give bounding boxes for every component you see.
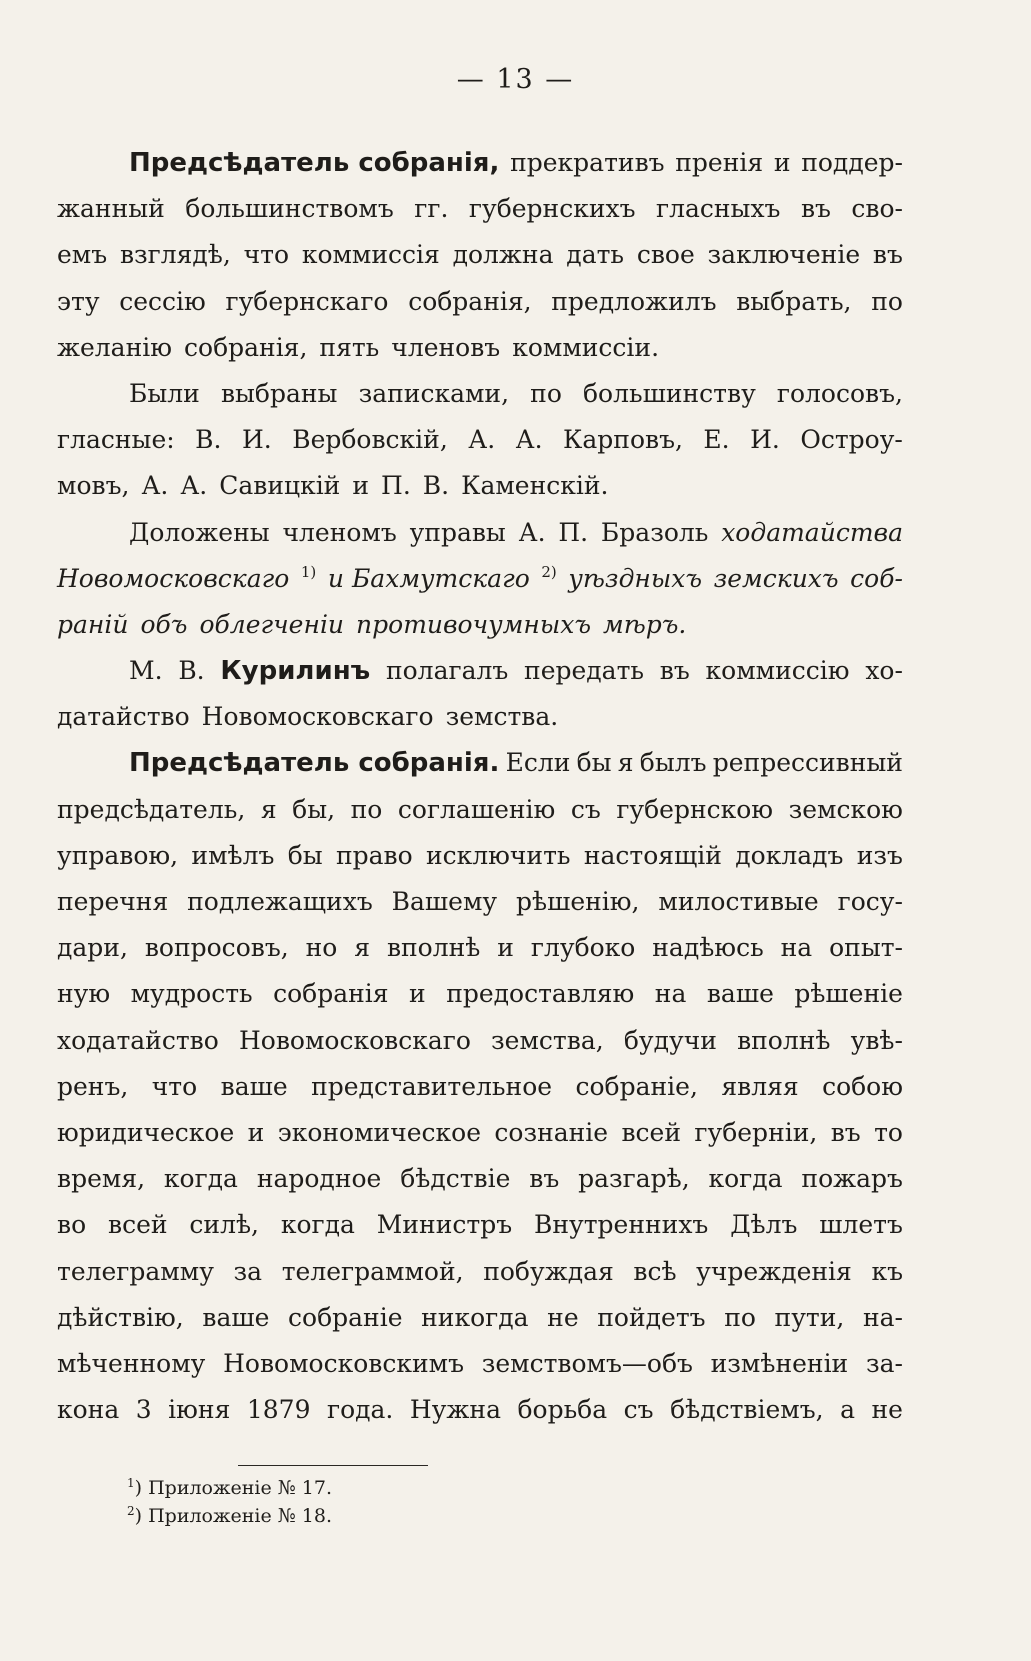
word: Новомосковскимъ [223, 1348, 464, 1378]
word: должна [452, 240, 554, 270]
text-line [57, 463, 903, 509]
word: по [350, 794, 383, 824]
word: когда [708, 1164, 783, 1194]
text-line [57, 556, 903, 602]
word: измѣненіи [710, 1348, 849, 1378]
text-line [57, 1018, 903, 1064]
text-line [57, 602, 903, 648]
word: 1879 [246, 1395, 311, 1425]
word: вполнѣ [386, 933, 481, 963]
word: собою [822, 1071, 903, 1101]
word: года. [326, 1395, 394, 1425]
word: по [530, 378, 562, 408]
word: губернскихъ [468, 194, 636, 224]
word: предсѣдатель, [57, 794, 246, 824]
word: В. [178, 656, 205, 686]
word: имѣлъ [191, 840, 275, 870]
word: къ [871, 1256, 903, 1286]
word: вопросовъ, [144, 933, 289, 963]
word: бѣдствіемъ, [670, 1395, 824, 1425]
word: настоящій [583, 840, 722, 870]
word: земскихъ [713, 563, 839, 593]
word: былъ [639, 748, 707, 778]
word: право [335, 840, 413, 870]
word: гласныхъ [656, 194, 781, 224]
word: полагалъ [385, 656, 509, 686]
word: бы, [292, 794, 336, 824]
word: во [57, 1210, 87, 1240]
word: и [773, 148, 791, 177]
footnote-text: ) Приложеніе № 17. [134, 1477, 332, 1499]
word: свое [636, 240, 695, 270]
word: собраніе, [575, 1071, 698, 1101]
word: Карповъ, [563, 425, 683, 455]
word: будучи [623, 1025, 717, 1055]
word: членовъ [391, 332, 501, 362]
word: ходатайство [57, 1025, 219, 1055]
word: пожаръ [801, 1164, 903, 1194]
word: дѣйствію, [57, 1302, 184, 1332]
text-line [57, 325, 903, 371]
word: коммиссіи. [512, 332, 660, 362]
text-line [57, 833, 903, 879]
word: и [247, 1117, 265, 1147]
word: ваше [706, 979, 774, 1009]
word: земствомъ—объ [481, 1348, 693, 1378]
word: ную [57, 979, 111, 1009]
word: никогда [421, 1302, 529, 1332]
footnote [127, 1474, 332, 1502]
word: глубоко [530, 933, 636, 963]
word: собранія, [184, 332, 308, 362]
word: Доложены [129, 517, 270, 547]
word: М. [129, 656, 163, 686]
word: кона [57, 1395, 120, 1425]
word: пять [319, 332, 380, 362]
word: что [243, 240, 290, 270]
word: А. [141, 471, 169, 501]
word: телеграмму [57, 1256, 214, 1286]
word: силѣ, [189, 1210, 259, 1240]
word: разгарѣ, [578, 1164, 690, 1194]
word: Бразоль [600, 517, 709, 547]
word: Нужна [409, 1395, 501, 1425]
word: И. [750, 425, 780, 455]
word: членомъ [282, 517, 397, 547]
text-line [57, 648, 903, 694]
word: народное [256, 1164, 382, 1194]
word: В. [422, 471, 450, 501]
word: вполнѣ [737, 1025, 831, 1055]
word: предоставляю [446, 979, 635, 1009]
word: А. [468, 425, 496, 455]
word: емъ [57, 240, 108, 270]
word: когда [280, 1210, 355, 1240]
word: гласные: [57, 425, 175, 455]
footnote [127, 1502, 332, 1530]
text-line [57, 232, 903, 278]
word: предложилъ [551, 286, 717, 316]
word: желанію [57, 332, 173, 362]
word: опыт- [829, 933, 903, 963]
text-line [57, 787, 903, 833]
word: сессію [119, 286, 206, 316]
word: Дѣлъ [730, 1210, 798, 1240]
text-line [57, 1110, 903, 1156]
word: въ [830, 1117, 861, 1147]
word: коммиссія [301, 240, 440, 270]
speaker-name: Предсѣдатель собранія, [129, 148, 500, 178]
word: мовъ, [57, 471, 130, 501]
word: земства, [491, 1025, 604, 1055]
word: Вербовскій, [292, 425, 448, 455]
word: А. [515, 425, 543, 455]
word: объ [140, 609, 188, 639]
word: Новомосковскаго [57, 563, 290, 593]
word: Каменскій. [461, 471, 609, 501]
word: госу- [837, 887, 903, 916]
word: шлетъ [819, 1210, 903, 1240]
word: докладъ [735, 840, 844, 870]
footnote-ref [301, 556, 316, 602]
word: записками, [358, 378, 510, 408]
word: Вашему [391, 887, 498, 916]
footnote-ref-number: 2) [541, 562, 557, 581]
word: ренъ, [57, 1071, 129, 1101]
word: рѣшеніе [794, 979, 903, 1009]
word: облегченіи [199, 609, 345, 639]
word: поддер- [801, 148, 903, 177]
text-line [57, 1202, 903, 1248]
word: мѣръ. [602, 609, 687, 639]
word: на- [862, 1302, 903, 1332]
word: всей [108, 1210, 168, 1240]
word: я [354, 933, 371, 963]
word: я [260, 794, 277, 824]
word: Министръ [376, 1210, 513, 1240]
word: я [617, 748, 634, 778]
word: и [409, 979, 426, 1009]
word: и [497, 933, 514, 963]
word: Е. [703, 425, 730, 455]
word: милостивые [658, 887, 819, 916]
word: за- [865, 1348, 903, 1378]
word: мудрость [130, 979, 253, 1009]
word: являя [721, 1071, 799, 1101]
word: по [724, 1302, 756, 1332]
word: губернскою [616, 794, 774, 824]
word: всѣ [633, 1256, 677, 1286]
word: за [233, 1256, 263, 1286]
word: но [305, 933, 338, 963]
word: хо- [865, 656, 903, 686]
word: борьба [517, 1395, 608, 1425]
word: Савицкій [219, 471, 341, 501]
word: на [654, 979, 687, 1009]
word: собранія [273, 979, 389, 1009]
word: экономическое [277, 1117, 482, 1147]
word: не [871, 1395, 903, 1425]
word: съ [570, 794, 601, 824]
text-line [57, 694, 903, 740]
word: большинствомъ [185, 194, 394, 224]
text-line [57, 971, 903, 1017]
word: дать [566, 240, 625, 270]
word: 3 [135, 1395, 152, 1425]
word: всей [621, 1117, 682, 1147]
word: а [840, 1395, 855, 1425]
word: заключеніе [707, 240, 861, 270]
word: гг. [414, 194, 449, 224]
word: когда [163, 1164, 238, 1194]
text-line [57, 140, 903, 186]
text-line [57, 1064, 903, 1110]
word: сво- [851, 194, 903, 224]
word: пренія [675, 148, 764, 177]
text-line [57, 925, 903, 971]
footnotes [127, 1474, 332, 1530]
word: раній [57, 609, 129, 639]
word: большинству [583, 378, 756, 408]
text-line [57, 186, 903, 232]
word: В. [195, 425, 222, 455]
word: выбраны [220, 378, 338, 408]
footnote-divider [238, 1465, 428, 1466]
word: управою, [57, 840, 179, 870]
word: въ [659, 656, 690, 686]
word: Новомосковскаго [201, 702, 434, 732]
text-line [57, 1387, 903, 1433]
word: на [780, 933, 813, 963]
word: Новомосковскаго [238, 1025, 471, 1055]
word: выбрать, [736, 286, 852, 316]
word: въ [529, 1164, 560, 1194]
text-line [57, 510, 903, 556]
footnote-number: 2 [127, 1504, 135, 1518]
word: и [352, 471, 370, 501]
word: бѣдствіе [400, 1164, 511, 1194]
word: побуждая [483, 1256, 614, 1286]
word: П. [558, 517, 589, 547]
word: надѣюсь [652, 933, 764, 963]
word: датайство [57, 702, 190, 732]
word: то [874, 1117, 903, 1147]
speaker-name: Предсѣдатель собранія. [129, 748, 500, 779]
word: не [547, 1302, 579, 1332]
word: прекративъ [510, 148, 665, 177]
word: учрежденія [696, 1256, 852, 1286]
word: ваше [202, 1302, 270, 1332]
word: губернскаго [225, 286, 389, 316]
page-number: — 13 — [456, 64, 575, 95]
word: пути, [774, 1302, 845, 1332]
text-line [57, 1249, 903, 1295]
word: коммиссію [705, 656, 850, 686]
word: Если [505, 748, 571, 778]
word: эту [57, 286, 100, 316]
speaker-name: Курилинъ [220, 656, 371, 687]
word: ходатайства [721, 517, 903, 547]
text-line [57, 879, 903, 925]
word: губерніи, [694, 1117, 818, 1147]
word: уѣздныхъ [568, 563, 703, 593]
word: собраніе [288, 1302, 403, 1332]
word: и Бахмутскаго [327, 563, 530, 593]
footnote-ref-number: 1) [300, 562, 317, 581]
word: представительное [311, 1071, 553, 1101]
word: съ [623, 1395, 654, 1425]
word: соб- [850, 563, 903, 593]
text-line [57, 417, 903, 463]
word: телеграммой, [281, 1256, 464, 1286]
word: изъ [856, 840, 903, 870]
footnote-number: 1 [127, 1476, 135, 1490]
word: бы [576, 748, 612, 778]
word: въ [800, 194, 831, 224]
word: въ [872, 240, 903, 270]
word: соглашенію [397, 794, 556, 824]
word: П. [381, 471, 411, 501]
word: что [151, 1071, 198, 1101]
word: мѣченному [57, 1348, 206, 1378]
word: дари, [57, 933, 128, 963]
word: А. [180, 471, 208, 501]
word: юридическое [57, 1117, 235, 1147]
word: голосовъ, [776, 378, 903, 408]
word: жанный [57, 194, 165, 224]
word: бы [287, 840, 323, 870]
word: И. [241, 425, 272, 455]
text-line [57, 1156, 903, 1202]
word: іюня [168, 1395, 231, 1425]
text-line [57, 740, 903, 786]
text-line [57, 371, 903, 417]
word: исключить [425, 840, 571, 870]
word: подлежащихъ [187, 887, 373, 916]
footnote-ref [541, 556, 556, 602]
word: репрессивный [712, 748, 903, 778]
word: земскою [788, 794, 903, 824]
word: сознаніе [494, 1117, 609, 1147]
word: Были [129, 378, 200, 408]
word: собранія, [408, 286, 532, 316]
word: пойдетъ [597, 1302, 706, 1332]
word: ваше [220, 1071, 288, 1101]
word: увѣ- [850, 1025, 903, 1055]
word: передать [524, 656, 645, 686]
footnote-text: ) Приложеніе № 18. [134, 1505, 332, 1527]
body-text [57, 140, 903, 1433]
text-line [57, 1341, 903, 1387]
word: перечня [57, 887, 169, 916]
word: по [871, 286, 903, 316]
word: Остроу- [800, 425, 903, 455]
word: противочумныхъ [356, 609, 591, 639]
word: время, [57, 1164, 146, 1194]
text-line [57, 279, 903, 325]
word: земства. [445, 702, 559, 732]
word: Внутреннихъ [533, 1210, 709, 1240]
word: А. [518, 517, 546, 547]
word: взглядѣ, [119, 240, 231, 270]
word: рѣшенію, [516, 887, 640, 916]
text-line [57, 1295, 903, 1341]
word: управы [409, 517, 506, 547]
